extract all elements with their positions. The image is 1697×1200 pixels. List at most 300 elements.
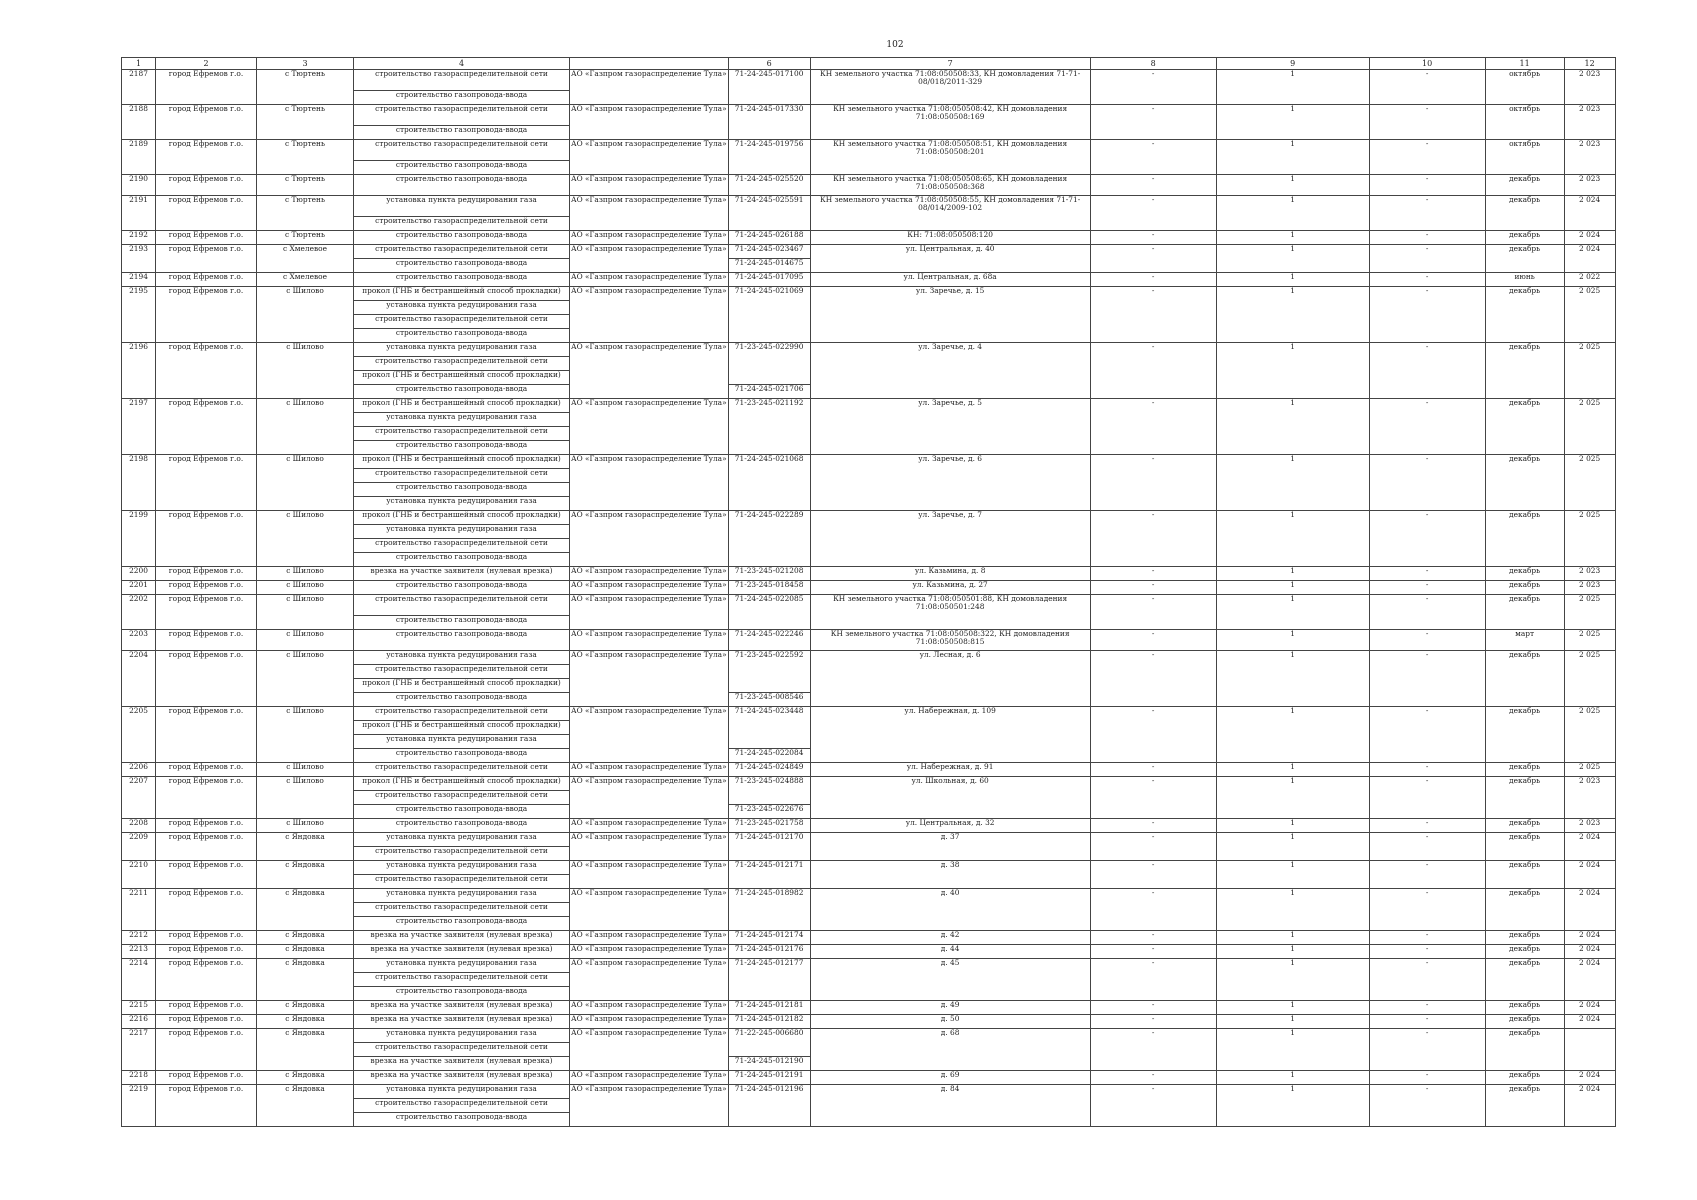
- year-cell: 2 024: [1564, 833, 1615, 861]
- work-type-cell: врезка на участке заявителя (нулевая врезка): [354, 1015, 570, 1029]
- municipality-cell: город Ефремов г.о.: [156, 959, 257, 1001]
- work-type-cell: строительство газопровода-ввода: [354, 259, 570, 273]
- work-type-cell: строительство газопровода-ввода: [354, 630, 570, 651]
- application-id-cell: 71-24-245-012177: [728, 959, 810, 1001]
- column-8-cell: -: [1090, 567, 1216, 581]
- work-type-cell: строительство газопровода-ввода: [354, 987, 570, 1001]
- work-type-cell: прокол (ГНБ и бестраншейный способ прокладки): [354, 777, 570, 791]
- column-8-cell: -: [1090, 595, 1216, 630]
- work-type-cell: установка пункта редуцирования газа: [354, 413, 570, 427]
- year-cell: 2 025: [1564, 707, 1615, 763]
- year-cell: 2 025: [1564, 763, 1615, 777]
- month-cell: декабрь: [1485, 1085, 1564, 1127]
- work-type-cell: строительство газопровода-ввода: [354, 91, 570, 105]
- column-8-cell: -: [1090, 945, 1216, 959]
- application-id-cell: 71-23-245-024888: [728, 777, 810, 805]
- municipality-cell: город Ефремов г.о.: [156, 287, 257, 343]
- municipality-cell: город Ефремов г.о.: [156, 630, 257, 651]
- organization-cell: АО «Газпром газораспределение Тула»: [570, 105, 729, 140]
- quantity-cell: 1: [1216, 273, 1369, 287]
- application-id-cell: 71-24-245-012196: [728, 1085, 810, 1127]
- organization-cell: АО «Газпром газораспределение Тула»: [570, 651, 729, 707]
- record-number: 2195: [122, 287, 156, 343]
- application-id-cell: 71-24-245-023448: [728, 707, 810, 749]
- table-row: [122, 140, 1616, 161]
- address-cell: д. 38: [810, 861, 1090, 889]
- municipality-cell: город Ефремов г.о.: [156, 777, 257, 819]
- work-type-cell: установка пункта редуцирования газа: [354, 735, 570, 749]
- organization-cell: АО «Газпром газораспределение Тула»: [570, 196, 729, 231]
- organization-cell: АО «Газпром газораспределение Тула»: [570, 707, 729, 763]
- quantity-cell: 1: [1216, 399, 1369, 455]
- organization-cell: АО «Газпром газораспределение Тула»: [570, 581, 729, 595]
- locality-cell: с Тюртень: [257, 70, 354, 105]
- table-row: [122, 707, 1616, 721]
- year-cell: 2 024: [1564, 231, 1615, 245]
- address-cell: д. 68: [810, 1029, 1090, 1071]
- application-id-cell: 71-24-245-019756: [728, 140, 810, 175]
- column-8-cell: -: [1090, 763, 1216, 777]
- organization-cell: АО «Газпром газораспределение Тула»: [570, 1029, 729, 1071]
- quantity-cell: 1: [1216, 959, 1369, 1001]
- quantity-cell: 1: [1216, 777, 1369, 819]
- table-row: [122, 567, 1616, 581]
- municipality-cell: город Ефремов г.о.: [156, 196, 257, 231]
- month-cell: декабрь: [1485, 287, 1564, 343]
- organization-cell: АО «Газпром газораспределение Тула»: [570, 245, 729, 273]
- record-number: 2197: [122, 399, 156, 455]
- quantity-cell: 1: [1216, 567, 1369, 581]
- record-number: 2207: [122, 777, 156, 819]
- column-header: 6: [728, 58, 810, 70]
- column-8-cell: -: [1090, 1071, 1216, 1085]
- locality-cell: с Тюртень: [257, 140, 354, 175]
- table-row: [122, 196, 1616, 217]
- column-8-cell: -: [1090, 273, 1216, 287]
- year-cell: 2 023: [1564, 175, 1615, 196]
- work-type-cell: строительство газораспределительной сети: [354, 903, 570, 917]
- municipality-cell: город Ефремов г.о.: [156, 1029, 257, 1071]
- address-cell: д. 50: [810, 1015, 1090, 1029]
- address-cell: КН земельного участка 71:08:050508:42, КН домовладения 71:08:050508:169: [810, 105, 1090, 140]
- record-number: 2206: [122, 763, 156, 777]
- application-id-cell: 71-24-245-012170: [728, 833, 810, 861]
- municipality-cell: город Ефремов г.о.: [156, 931, 257, 945]
- table-row: [122, 105, 1616, 126]
- column-10-cell: -: [1369, 931, 1485, 945]
- application-id-cell: 71-24-245-021069: [728, 287, 810, 343]
- work-type-cell: прокол (ГНБ и бестраншейный способ прокладки): [354, 287, 570, 301]
- column-header: 1: [122, 58, 156, 70]
- address-cell: д. 69: [810, 1071, 1090, 1085]
- work-type-cell: строительство газораспределительной сети: [354, 217, 570, 231]
- record-number: 2190: [122, 175, 156, 196]
- table-row: [122, 819, 1616, 833]
- work-type-cell: врезка на участке заявителя (нулевая врезка): [354, 945, 570, 959]
- address-cell: ул. Казьмина, д. 27: [810, 581, 1090, 595]
- work-type-cell: прокол (ГНБ и бестраншейный способ прокладки): [354, 679, 570, 693]
- record-number: 2201: [122, 581, 156, 595]
- column-10-cell: -: [1369, 287, 1485, 343]
- record-number: 2189: [122, 140, 156, 175]
- table-row: [122, 1015, 1616, 1029]
- month-cell: декабрь: [1485, 196, 1564, 231]
- year-cell: 2 023: [1564, 777, 1615, 819]
- address-cell: ул. Лесная, д. 6: [810, 651, 1090, 707]
- month-cell: декабрь: [1485, 581, 1564, 595]
- quantity-cell: 1: [1216, 1001, 1369, 1015]
- application-id-cell: 71-23-245-021208: [728, 567, 810, 581]
- municipality-cell: город Ефремов г.о.: [156, 581, 257, 595]
- register-rows: [122, 70, 1616, 1127]
- organization-cell: АО «Газпром газораспределение Тула»: [570, 959, 729, 1001]
- column-8-cell: -: [1090, 1001, 1216, 1015]
- quantity-cell: 1: [1216, 511, 1369, 567]
- column-header: 9: [1216, 58, 1369, 70]
- organization-cell: АО «Газпром газораспределение Тула»: [570, 1015, 729, 1029]
- municipality-cell: город Ефремов г.о.: [156, 511, 257, 567]
- municipality-cell: город Ефремов г.о.: [156, 707, 257, 763]
- record-number: 2212: [122, 931, 156, 945]
- work-type-cell: строительство газораспределительной сети: [354, 875, 570, 889]
- address-cell: ул. Заречье, д. 4: [810, 343, 1090, 399]
- year-cell: 2 025: [1564, 455, 1615, 511]
- application-id-cell: 71-23-245-022990: [728, 343, 810, 385]
- column-10-cell: -: [1369, 70, 1485, 105]
- work-type-cell: строительство газопровода-ввода: [354, 749, 570, 763]
- work-type-cell: строительство газораспределительной сети: [354, 763, 570, 777]
- organization-cell: АО «Газпром газораспределение Тула»: [570, 287, 729, 343]
- locality-cell: с Тюртень: [257, 231, 354, 245]
- quantity-cell: 1: [1216, 833, 1369, 861]
- record-number: 2193: [122, 245, 156, 273]
- table-row: [122, 595, 1616, 616]
- month-cell: декабрь: [1485, 819, 1564, 833]
- year-cell: 2 024: [1564, 1071, 1615, 1085]
- table-row: [122, 175, 1616, 196]
- locality-cell: с Шилово: [257, 819, 354, 833]
- work-type-cell: строительство газопровода-ввода: [354, 581, 570, 595]
- organization-cell: АО «Газпром газораспределение Тула»: [570, 273, 729, 287]
- application-id-cell: 71-24-245-024849: [728, 763, 810, 777]
- record-number: 2199: [122, 511, 156, 567]
- work-type-cell: строительство газопровода-ввода: [354, 553, 570, 567]
- year-cell: 2 023: [1564, 581, 1615, 595]
- work-type-cell: строительство газораспределительной сети: [354, 791, 570, 805]
- locality-cell: с Яндовка: [257, 861, 354, 889]
- record-number: 2191: [122, 196, 156, 231]
- table-row: [122, 1029, 1616, 1043]
- organization-cell: АО «Газпром газораспределение Тула»: [570, 945, 729, 959]
- municipality-cell: город Ефремов г.о.: [156, 1001, 257, 1015]
- column-10-cell: -: [1369, 455, 1485, 511]
- table-row: [122, 889, 1616, 903]
- address-cell: д. 42: [810, 931, 1090, 945]
- work-type-cell: строительство газораспределительной сети: [354, 427, 570, 441]
- column-8-cell: -: [1090, 581, 1216, 595]
- locality-cell: с Шилово: [257, 777, 354, 819]
- column-8-cell: -: [1090, 196, 1216, 231]
- column-8-cell: -: [1090, 231, 1216, 245]
- municipality-cell: город Ефремов г.о.: [156, 1015, 257, 1029]
- table-row: [122, 245, 1616, 259]
- municipality-cell: город Ефремов г.о.: [156, 595, 257, 630]
- application-id-cell: 71-23-245-008546: [728, 693, 810, 707]
- year-cell: 2 025: [1564, 287, 1615, 343]
- address-cell: ул. Заречье, д. 5: [810, 399, 1090, 455]
- work-type-cell: строительство газораспределительной сети: [354, 245, 570, 259]
- year-cell: 2 024: [1564, 1001, 1615, 1015]
- month-cell: декабрь: [1485, 1071, 1564, 1085]
- work-type-cell: прокол (ГНБ и бестраншейный способ прокладки): [354, 511, 570, 525]
- organization-cell: АО «Газпром газораспределение Тула»: [570, 777, 729, 819]
- column-10-cell: -: [1369, 1001, 1485, 1015]
- work-type-cell: строительство газопровода-ввода: [354, 819, 570, 833]
- column-8-cell: -: [1090, 707, 1216, 763]
- organization-cell: АО «Газпром газораспределение Тула»: [570, 175, 729, 196]
- table-row: [122, 763, 1616, 777]
- organization-cell: АО «Газпром газораспределение Тула»: [570, 567, 729, 581]
- organization-cell: АО «Газпром газораспределение Тула»: [570, 931, 729, 945]
- work-type-cell: врезка на участке заявителя (нулевая врезка): [354, 931, 570, 945]
- organization-cell: АО «Газпром газораспределение Тула»: [570, 70, 729, 105]
- table-row: [122, 777, 1616, 791]
- column-10-cell: -: [1369, 567, 1485, 581]
- column-10-cell: -: [1369, 105, 1485, 140]
- year-cell: 2 022: [1564, 273, 1615, 287]
- column-header: 10: [1369, 58, 1485, 70]
- work-type-cell: строительство газопровода-ввода: [354, 483, 570, 497]
- month-cell: декабрь: [1485, 175, 1564, 196]
- application-id-cell: 71-24-245-023467: [728, 245, 810, 259]
- record-number: 2204: [122, 651, 156, 707]
- locality-cell: с Хмелевое: [257, 245, 354, 273]
- municipality-cell: город Ефремов г.о.: [156, 833, 257, 861]
- quantity-cell: 1: [1216, 245, 1369, 273]
- application-id-cell: 71-24-245-022246: [728, 630, 810, 651]
- municipality-cell: город Ефремов г.о.: [156, 455, 257, 511]
- application-id-cell: 71-24-245-025520: [728, 175, 810, 196]
- work-type-cell: строительство газораспределительной сети: [354, 105, 570, 126]
- record-number: 2187: [122, 70, 156, 105]
- organization-cell: АО «Газпром газораспределение Тула»: [570, 861, 729, 889]
- month-cell: декабрь: [1485, 231, 1564, 245]
- municipality-cell: город Ефремов г.о.: [156, 861, 257, 889]
- work-type-cell: установка пункта редуцирования газа: [354, 497, 570, 511]
- locality-cell: с Тюртень: [257, 196, 354, 231]
- year-cell: 2 024: [1564, 196, 1615, 231]
- work-type-cell: строительство газораспределительной сети: [354, 315, 570, 329]
- record-number: 2203: [122, 630, 156, 651]
- municipality-cell: город Ефремов г.о.: [156, 273, 257, 287]
- quantity-cell: 1: [1216, 455, 1369, 511]
- work-type-cell: установка пункта редуцирования газа: [354, 525, 570, 539]
- work-type-cell: установка пункта редуцирования газа: [354, 196, 570, 217]
- locality-cell: с Яндовка: [257, 945, 354, 959]
- year-cell: 2 024: [1564, 1015, 1615, 1029]
- column-header: 8: [1090, 58, 1216, 70]
- address-cell: д. 44: [810, 945, 1090, 959]
- record-number: 2200: [122, 567, 156, 581]
- column-10-cell: -: [1369, 861, 1485, 889]
- locality-cell: с Тюртень: [257, 175, 354, 196]
- work-type-cell: строительство газопровода-ввода: [354, 616, 570, 630]
- address-cell: КН земельного участка 71:08:050508:65, КН домовладения 71:08:050508:368: [810, 175, 1090, 196]
- month-cell: декабрь: [1485, 1029, 1564, 1071]
- address-cell: ул. Набережная, д. 109: [810, 707, 1090, 763]
- record-number: 2216: [122, 1015, 156, 1029]
- column-10-cell: -: [1369, 630, 1485, 651]
- address-cell: ул. Заречье, д. 15: [810, 287, 1090, 343]
- locality-cell: с Шилово: [257, 630, 354, 651]
- work-type-cell: установка пункта редуцирования газа: [354, 959, 570, 973]
- table-row: [122, 70, 1616, 91]
- locality-cell: с Шилово: [257, 707, 354, 763]
- municipality-cell: город Ефремов г.о.: [156, 343, 257, 399]
- quantity-cell: 1: [1216, 763, 1369, 777]
- work-type-cell: строительство газопровода-ввода: [354, 693, 570, 707]
- record-number: 2217: [122, 1029, 156, 1071]
- application-id-cell: 71-23-245-021192: [728, 399, 810, 455]
- column-8-cell: -: [1090, 245, 1216, 273]
- column-10-cell: -: [1369, 707, 1485, 763]
- municipality-cell: город Ефремов г.о.: [156, 763, 257, 777]
- table-row: [122, 399, 1616, 413]
- quantity-cell: 1: [1216, 651, 1369, 707]
- column-10-cell: -: [1369, 511, 1485, 567]
- application-id-cell: 71-24-245-017330: [728, 105, 810, 140]
- year-cell: 2 024: [1564, 245, 1615, 273]
- table-row: [122, 651, 1616, 665]
- column-10-cell: -: [1369, 140, 1485, 175]
- locality-cell: с Шилово: [257, 287, 354, 343]
- quantity-cell: 1: [1216, 595, 1369, 630]
- application-id-cell: 71-24-245-012190: [728, 1057, 810, 1071]
- work-type-cell: строительство газораспределительной сети: [354, 70, 570, 91]
- work-type-cell: установка пункта редуцирования газа: [354, 1085, 570, 1099]
- column-8-cell: -: [1090, 651, 1216, 707]
- organization-cell: АО «Газпром газораспределение Тула»: [570, 231, 729, 245]
- application-id-cell: 71-24-245-012191: [728, 1071, 810, 1085]
- application-id-cell: 71-23-245-022592: [728, 651, 810, 693]
- address-cell: д. 84: [810, 1085, 1090, 1127]
- address-cell: КН земельного участка 71:08:050508:33, КН домовладения 71-71-08/018/2011-329: [810, 70, 1090, 105]
- month-cell: декабрь: [1485, 511, 1564, 567]
- work-type-cell: установка пункта редуцирования газа: [354, 889, 570, 903]
- month-cell: декабрь: [1485, 763, 1564, 777]
- month-cell: декабрь: [1485, 1001, 1564, 1015]
- work-type-cell: врезка на участке заявителя (нулевая врезка): [354, 1057, 570, 1071]
- application-id-cell: 71-24-245-017100: [728, 70, 810, 105]
- column-10-cell: -: [1369, 581, 1485, 595]
- table-row: [122, 455, 1616, 469]
- quantity-cell: 1: [1216, 196, 1369, 231]
- work-type-cell: строительство газопровода-ввода: [354, 329, 570, 343]
- work-type-cell: строительство газораспределительной сети: [354, 707, 570, 721]
- year-cell: 2 023: [1564, 105, 1615, 140]
- locality-cell: с Яндовка: [257, 1085, 354, 1127]
- month-cell: март: [1485, 630, 1564, 651]
- column-header: 2: [156, 58, 257, 70]
- table-row: [122, 273, 1616, 287]
- table-row: [122, 945, 1616, 959]
- locality-cell: с Шилово: [257, 343, 354, 399]
- address-cell: д. 37: [810, 833, 1090, 861]
- column-8-cell: -: [1090, 861, 1216, 889]
- record-number: 2205: [122, 707, 156, 763]
- column-8-cell: -: [1090, 959, 1216, 1001]
- work-type-cell: строительство газораспределительной сети: [354, 469, 570, 483]
- locality-cell: с Шилово: [257, 595, 354, 630]
- month-cell: декабрь: [1485, 777, 1564, 819]
- work-type-cell: строительство газопровода-ввода: [354, 161, 570, 175]
- month-cell: декабрь: [1485, 455, 1564, 511]
- column-8-cell: -: [1090, 931, 1216, 945]
- record-number: 2219: [122, 1085, 156, 1127]
- work-type-cell: строительство газораспределительной сети: [354, 140, 570, 161]
- application-id-cell: 71-24-245-022085: [728, 595, 810, 630]
- year-cell: 2 025: [1564, 595, 1615, 630]
- quantity-cell: 1: [1216, 819, 1369, 833]
- record-number: 2198: [122, 455, 156, 511]
- municipality-cell: город Ефремов г.о.: [156, 70, 257, 105]
- work-type-cell: строительство газопровода-ввода: [354, 441, 570, 455]
- column-8-cell: -: [1090, 70, 1216, 105]
- quantity-cell: 1: [1216, 231, 1369, 245]
- column-10-cell: -: [1369, 833, 1485, 861]
- column-10-cell: -: [1369, 1029, 1485, 1071]
- year-cell: 2 025: [1564, 399, 1615, 455]
- month-cell: июнь: [1485, 273, 1564, 287]
- address-cell: д. 49: [810, 1001, 1090, 1015]
- address-cell: КН земельного участка 71:08:050508:55, КН домовладения 71-71-08/014/2009-102: [810, 196, 1090, 231]
- year-cell: [1564, 1029, 1615, 1071]
- column-10-cell: -: [1369, 595, 1485, 630]
- year-cell: 2 024: [1564, 861, 1615, 889]
- record-number: 2208: [122, 819, 156, 833]
- column-8-cell: -: [1090, 1015, 1216, 1029]
- work-type-cell: строительство газораспределительной сети: [354, 847, 570, 861]
- month-cell: декабрь: [1485, 343, 1564, 399]
- work-type-cell: строительство газопровода-ввода: [354, 273, 570, 287]
- municipality-cell: город Ефремов г.о.: [156, 231, 257, 245]
- municipality-cell: город Ефремов г.о.: [156, 140, 257, 175]
- application-id-cell: 71-24-245-025591: [728, 196, 810, 231]
- column-10-cell: -: [1369, 245, 1485, 273]
- column-10-cell: -: [1369, 175, 1485, 196]
- work-type-cell: установка пункта редуцирования газа: [354, 343, 570, 357]
- quantity-cell: 1: [1216, 889, 1369, 931]
- column-header: 4: [354, 58, 570, 70]
- record-number: 2192: [122, 231, 156, 245]
- month-cell: декабрь: [1485, 567, 1564, 581]
- month-cell: декабрь: [1485, 945, 1564, 959]
- table-row: [122, 861, 1616, 875]
- record-number: 2210: [122, 861, 156, 889]
- year-cell: 2 023: [1564, 819, 1615, 833]
- work-type-cell: строительство газопровода-ввода: [354, 126, 570, 140]
- work-type-cell: установка пункта редуцирования газа: [354, 301, 570, 315]
- quantity-cell: 1: [1216, 140, 1369, 175]
- record-number: 2215: [122, 1001, 156, 1015]
- column-10-cell: -: [1369, 959, 1485, 1001]
- column-header: [570, 58, 729, 70]
- month-cell: декабрь: [1485, 1015, 1564, 1029]
- column-header: 7: [810, 58, 1090, 70]
- table-row: [122, 931, 1616, 945]
- locality-cell: с Яндовка: [257, 1001, 354, 1015]
- application-id-cell: 71-24-245-014675: [728, 259, 810, 273]
